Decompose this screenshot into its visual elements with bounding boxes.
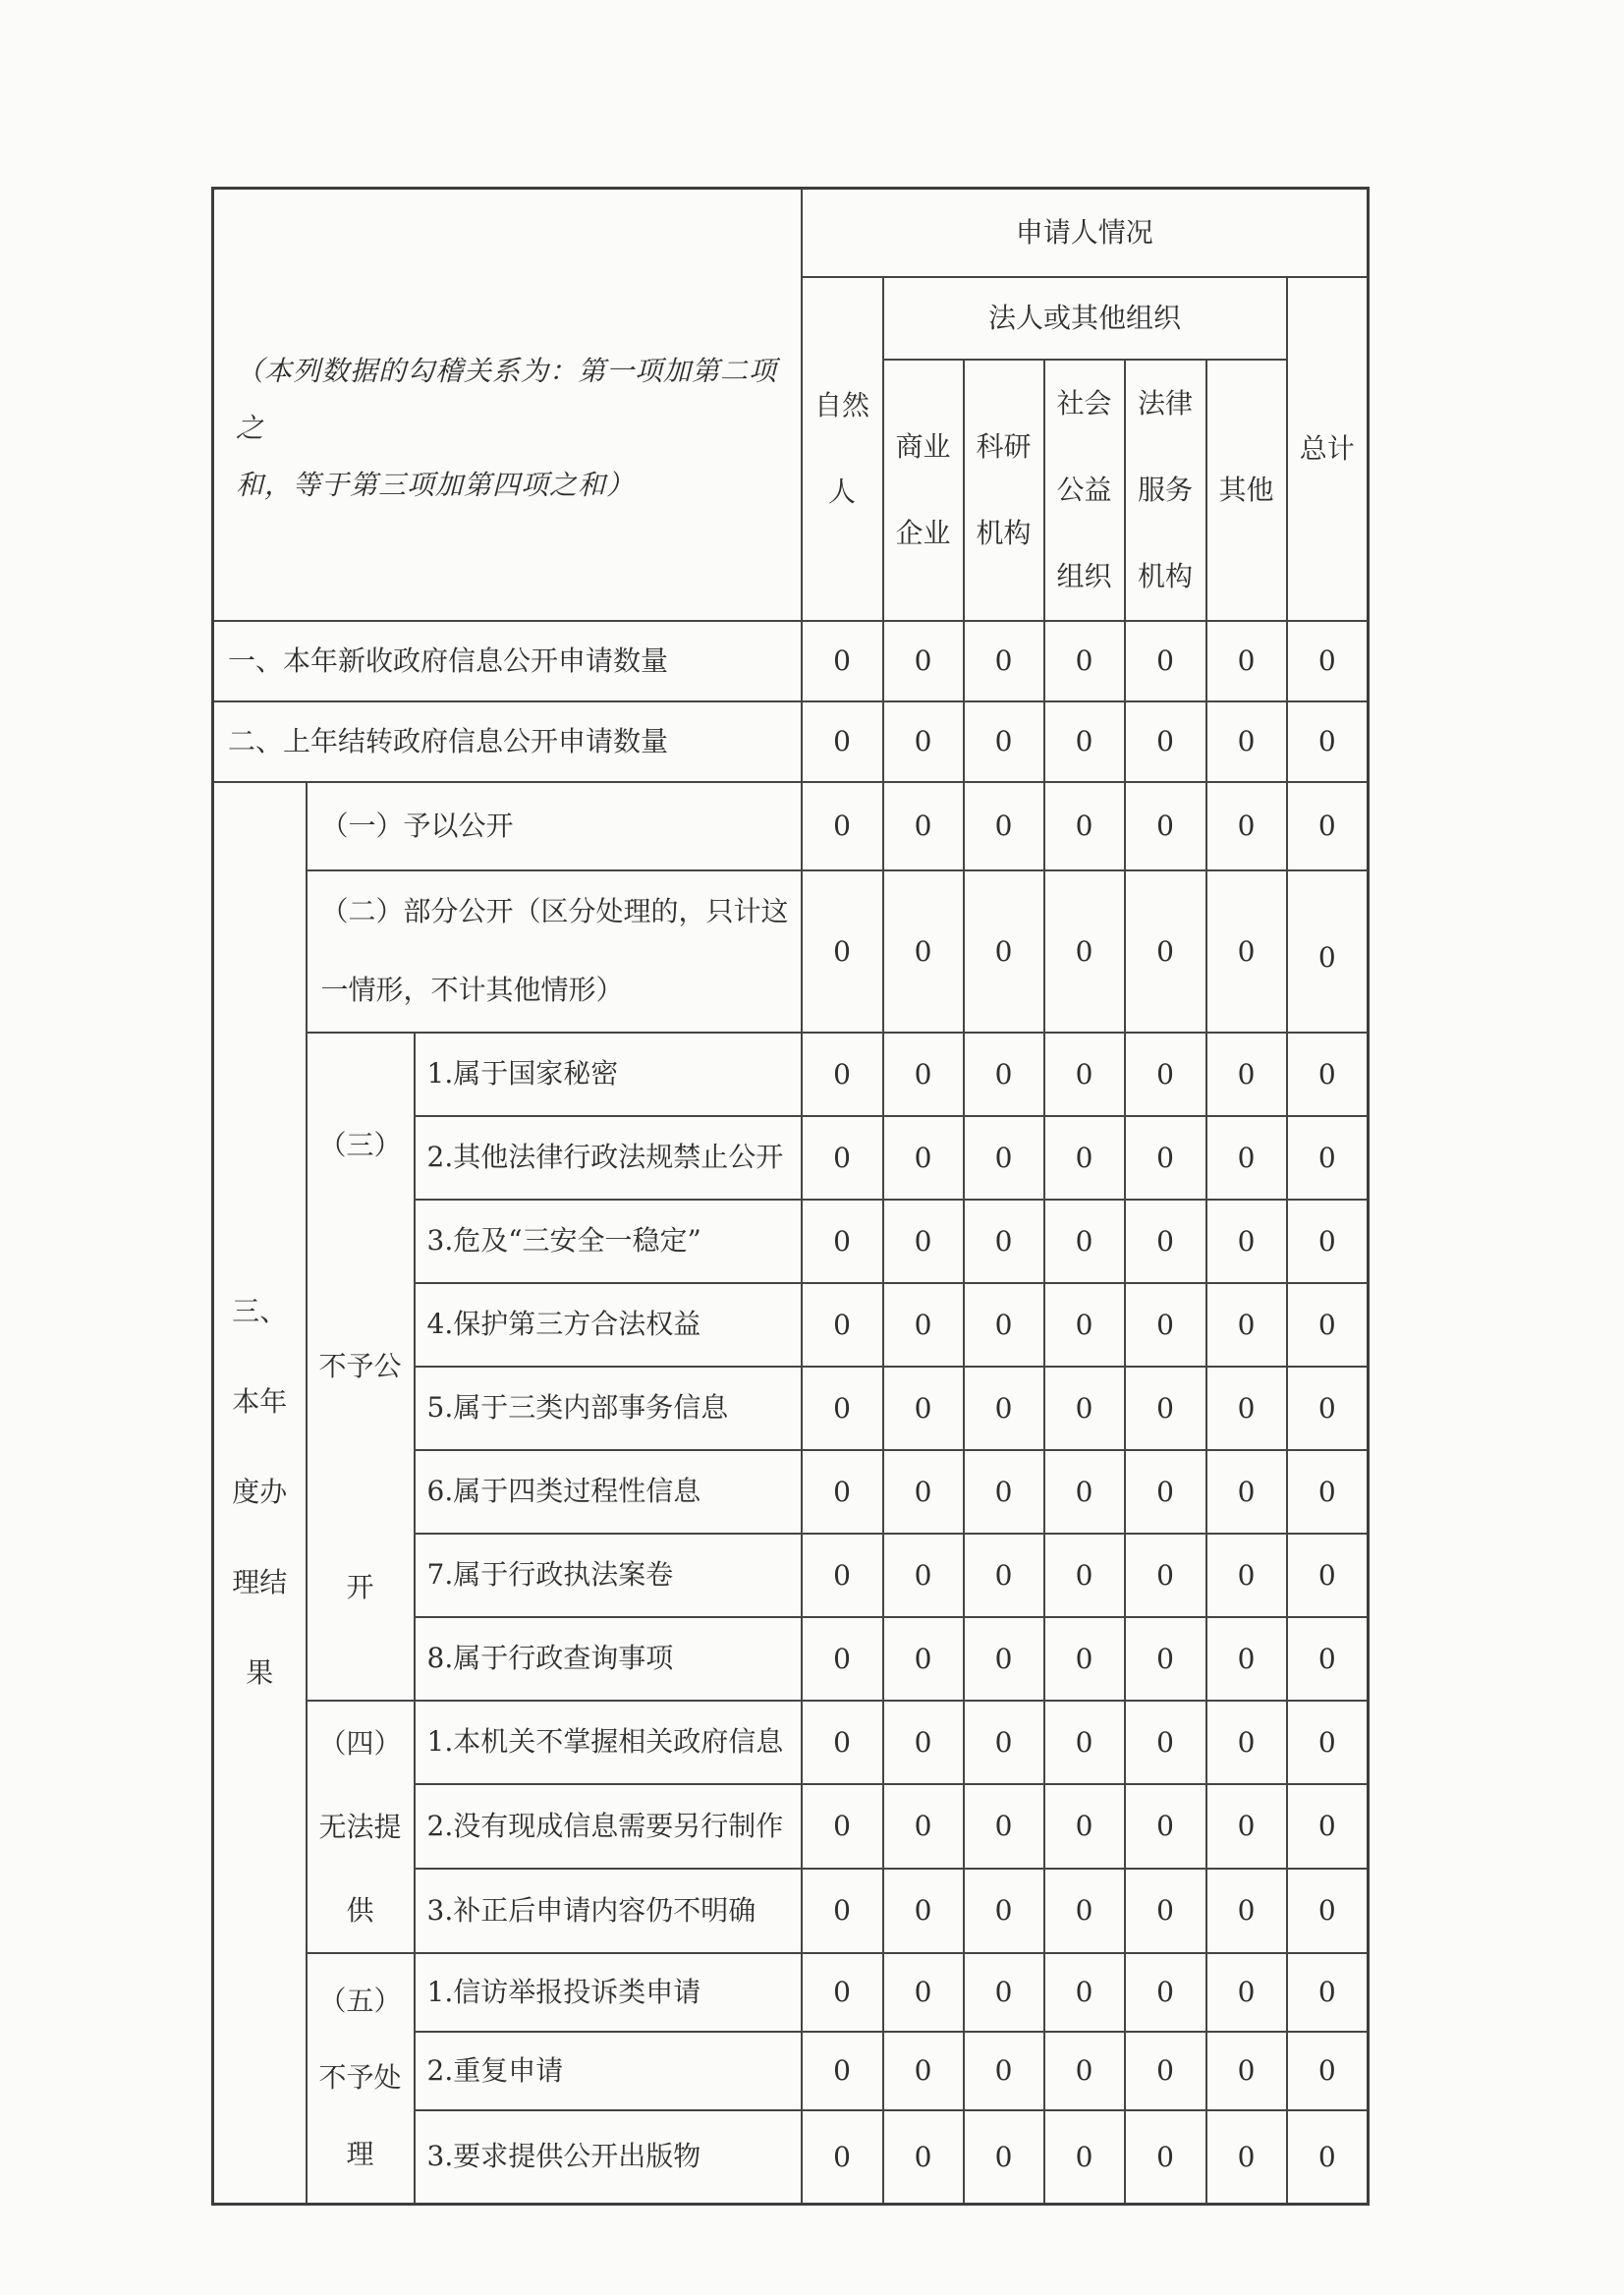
row-label: 二、上年结转政府信息公开申请数量 bbox=[213, 701, 802, 782]
header-legal-service: 法律服务机构 bbox=[1125, 360, 1206, 621]
value-cell: 0 bbox=[1044, 1617, 1125, 1701]
value-cell: 0 bbox=[802, 1450, 883, 1534]
note-line-2: 和，等于第三项加第四项之和） bbox=[236, 468, 636, 501]
value-cell: 0 bbox=[802, 1367, 883, 1450]
value-cell: 0 bbox=[964, 1283, 1044, 1367]
value-cell: 0 bbox=[802, 1869, 883, 1953]
value-cell: 0 bbox=[1044, 1200, 1125, 1283]
value-cell: 0 bbox=[802, 1200, 883, 1283]
value-cell: 0 bbox=[964, 1869, 1044, 1953]
value-cell: 0 bbox=[1044, 1450, 1125, 1534]
value-cell: 0 bbox=[802, 1701, 883, 1785]
value-cell: 0 bbox=[883, 870, 964, 1033]
value-cell: 0 bbox=[1206, 1116, 1287, 1200]
subsection-four-label: （四）无法提供 bbox=[307, 1701, 415, 1953]
value-cell: 0 bbox=[1044, 1953, 1125, 2032]
value-cell: 0 bbox=[1287, 2110, 1369, 2205]
value-cell: 0 bbox=[1044, 1869, 1125, 1953]
value-cell: 0 bbox=[1287, 1617, 1369, 1701]
value-cell: 0 bbox=[1287, 1033, 1369, 1116]
value-cell: 0 bbox=[1206, 1784, 1287, 1869]
report-table bbox=[211, 187, 1370, 2206]
row-label: 3.补正后申请内容仍不明确 bbox=[415, 1869, 802, 1953]
table-row bbox=[213, 1701, 1369, 1785]
value-cell: 0 bbox=[883, 1534, 964, 1617]
value-cell: 0 bbox=[1287, 701, 1369, 782]
value-cell: 0 bbox=[1287, 2032, 1369, 2110]
value-cell: 0 bbox=[1206, 2110, 1287, 2205]
header-social-welfare: 社会公益组织 bbox=[1044, 360, 1125, 621]
row-label: （一）予以公开 bbox=[307, 782, 802, 870]
value-cell: 0 bbox=[1287, 1450, 1369, 1534]
value-cell: 0 bbox=[1044, 2032, 1125, 2110]
value-cell: 0 bbox=[1125, 1367, 1206, 1450]
value-cell: 0 bbox=[1206, 701, 1287, 782]
value-cell: 0 bbox=[1287, 1784, 1369, 1869]
value-cell: 0 bbox=[964, 621, 1044, 701]
value-cell: 0 bbox=[883, 1283, 964, 1367]
value-cell: 0 bbox=[1206, 1033, 1287, 1116]
value-cell: 0 bbox=[964, 1534, 1044, 1617]
value-cell: 0 bbox=[802, 1784, 883, 1869]
value-cell: 0 bbox=[1206, 1450, 1287, 1534]
row-label: 5.属于三类内部事务信息 bbox=[415, 1367, 802, 1450]
value-cell: 0 bbox=[1044, 1534, 1125, 1617]
row-label: 2.没有现成信息需要另行制作 bbox=[415, 1784, 802, 1869]
row-label: 6.属于四类过程性信息 bbox=[415, 1450, 802, 1534]
row-label: 1.信访举报投诉类申请 bbox=[415, 1953, 802, 2032]
value-cell: 0 bbox=[1287, 1116, 1369, 1200]
value-cell: 0 bbox=[964, 870, 1044, 1033]
value-cell: 0 bbox=[964, 1784, 1044, 1869]
value-cell: 0 bbox=[964, 1450, 1044, 1534]
value-cell: 0 bbox=[964, 1200, 1044, 1283]
value-cell: 0 bbox=[1044, 701, 1125, 782]
value-cell: 0 bbox=[883, 1953, 964, 2032]
header-legal-group: 法人或其他组织 bbox=[883, 277, 1287, 360]
value-cell: 0 bbox=[1125, 2032, 1206, 2110]
value-cell: 0 bbox=[1044, 1116, 1125, 1200]
value-cell: 0 bbox=[1125, 701, 1206, 782]
value-cell: 0 bbox=[1287, 870, 1369, 1033]
value-cell: 0 bbox=[1125, 1784, 1206, 1869]
value-cell: 0 bbox=[1206, 1953, 1287, 2032]
value-cell: 0 bbox=[883, 782, 964, 870]
value-cell: 0 bbox=[1044, 1367, 1125, 1450]
value-cell: 0 bbox=[883, 2110, 964, 2205]
value-cell: 0 bbox=[883, 1701, 964, 1785]
value-cell: 0 bbox=[883, 2032, 964, 2110]
header-other: 其他 bbox=[1206, 360, 1287, 621]
value-cell: 0 bbox=[883, 1033, 964, 1116]
value-cell: 0 bbox=[1206, 1200, 1287, 1283]
value-cell: 0 bbox=[964, 2110, 1044, 2205]
value-cell: 0 bbox=[1044, 1701, 1125, 1785]
value-cell: 0 bbox=[883, 1367, 964, 1450]
value-cell: 0 bbox=[1206, 621, 1287, 701]
value-cell: 0 bbox=[1125, 1701, 1206, 1785]
table-row bbox=[213, 782, 1369, 870]
value-cell: 0 bbox=[1125, 1869, 1206, 1953]
row-label: 7.属于行政执法案卷 bbox=[415, 1534, 802, 1617]
row-label: 8.属于行政查询事项 bbox=[415, 1617, 802, 1701]
value-cell: 0 bbox=[802, 782, 883, 870]
table-row bbox=[213, 870, 1369, 1033]
value-cell: 0 bbox=[1206, 1534, 1287, 1617]
row-label: 一、本年新收政府信息公开申请数量 bbox=[213, 621, 802, 701]
value-cell: 0 bbox=[802, 2110, 883, 2205]
table-row bbox=[213, 1033, 1369, 1116]
value-cell: 0 bbox=[964, 701, 1044, 782]
subsection-five-label: （五）不予处理 bbox=[307, 1953, 415, 2205]
value-cell: 0 bbox=[1206, 1283, 1287, 1367]
row-label: （二）部分公开（区分处理的，只计这一情形，不计其他情形） bbox=[307, 870, 802, 1033]
value-cell: 0 bbox=[1125, 870, 1206, 1033]
header-research: 科研机构 bbox=[964, 360, 1044, 621]
value-cell: 0 bbox=[883, 1784, 964, 1869]
value-cell: 0 bbox=[1125, 1450, 1206, 1534]
value-cell: 0 bbox=[964, 1116, 1044, 1200]
note-line-1: （本列数据的勾稽关系为：第一项加第二项之 bbox=[236, 354, 778, 444]
value-cell: 0 bbox=[1287, 1200, 1369, 1283]
value-cell: 0 bbox=[883, 1116, 964, 1200]
value-cell: 0 bbox=[964, 782, 1044, 870]
value-cell: 0 bbox=[802, 870, 883, 1033]
header-commercial: 商业企业 bbox=[883, 360, 964, 621]
value-cell: 0 bbox=[1206, 2032, 1287, 2110]
value-cell: 0 bbox=[802, 1953, 883, 2032]
value-cell: 0 bbox=[1287, 1283, 1369, 1367]
table-row bbox=[213, 621, 1369, 701]
value-cell: 0 bbox=[1125, 1283, 1206, 1367]
value-cell: 0 bbox=[964, 2032, 1044, 2110]
value-cell: 0 bbox=[1287, 1869, 1369, 1953]
value-cell: 0 bbox=[1206, 782, 1287, 870]
value-cell: 0 bbox=[802, 1283, 883, 1367]
value-cell: 0 bbox=[1125, 1116, 1206, 1200]
value-cell: 0 bbox=[1287, 1701, 1369, 1785]
value-cell: 0 bbox=[802, 1116, 883, 1200]
value-cell: 0 bbox=[883, 1200, 964, 1283]
value-cell: 0 bbox=[1206, 1617, 1287, 1701]
value-cell: 0 bbox=[1287, 1953, 1369, 2032]
value-cell: 0 bbox=[883, 1869, 964, 1953]
value-cell: 0 bbox=[802, 2032, 883, 2110]
value-cell: 0 bbox=[1044, 1033, 1125, 1116]
value-cell: 0 bbox=[1287, 1367, 1369, 1450]
value-cell: 0 bbox=[1287, 1534, 1369, 1617]
value-cell: 0 bbox=[964, 1617, 1044, 1701]
value-cell: 0 bbox=[1206, 870, 1287, 1033]
value-cell: 0 bbox=[1044, 1784, 1125, 1869]
value-cell: 0 bbox=[883, 621, 964, 701]
value-cell: 0 bbox=[802, 621, 883, 701]
value-cell: 0 bbox=[964, 1367, 1044, 1450]
value-cell: 0 bbox=[1044, 621, 1125, 701]
header-total: 总计 bbox=[1287, 277, 1369, 621]
value-cell: 0 bbox=[1206, 1869, 1287, 1953]
value-cell: 0 bbox=[883, 1450, 964, 1534]
value-cell: 0 bbox=[1125, 782, 1206, 870]
value-cell: 0 bbox=[1125, 1534, 1206, 1617]
value-cell: 0 bbox=[964, 1953, 1044, 2032]
value-cell: 0 bbox=[1287, 782, 1369, 870]
value-cell: 0 bbox=[964, 1701, 1044, 1785]
value-cell: 0 bbox=[802, 1534, 883, 1617]
value-cell: 0 bbox=[1044, 2110, 1125, 2205]
value-cell: 0 bbox=[802, 1617, 883, 1701]
value-cell: 0 bbox=[1287, 621, 1369, 701]
table-row bbox=[213, 1953, 1369, 2032]
row-label: 3.要求提供公开出版物 bbox=[415, 2110, 802, 2205]
reconciliation-note bbox=[213, 189, 802, 621]
value-cell: 0 bbox=[1044, 782, 1125, 870]
table-row bbox=[213, 701, 1369, 782]
value-cell: 0 bbox=[1125, 1617, 1206, 1701]
row-label: 2.其他法律行政法规禁止公开 bbox=[415, 1116, 802, 1200]
value-cell: 0 bbox=[802, 1033, 883, 1116]
value-cell: 0 bbox=[1044, 870, 1125, 1033]
header-natural-person: 自然人 bbox=[802, 277, 883, 621]
row-label: 3.危及“三安全一稳定” bbox=[415, 1200, 802, 1283]
value-cell: 0 bbox=[1206, 1701, 1287, 1785]
value-cell: 0 bbox=[964, 1033, 1044, 1116]
header-applicant-group: 申请人情况 bbox=[802, 189, 1369, 277]
subsection-three-label: （三）不予公开 bbox=[307, 1033, 415, 1701]
value-cell: 0 bbox=[1044, 1283, 1125, 1367]
value-cell: 0 bbox=[1125, 621, 1206, 701]
section-three-label: 三、本年度办理结果 bbox=[213, 782, 307, 2205]
row-label: 1.属于国家秘密 bbox=[415, 1033, 802, 1116]
value-cell: 0 bbox=[1206, 1367, 1287, 1450]
value-cell: 0 bbox=[802, 701, 883, 782]
value-cell: 0 bbox=[1125, 1953, 1206, 2032]
row-label: 4.保护第三方合法权益 bbox=[415, 1283, 802, 1367]
value-cell: 0 bbox=[883, 1617, 964, 1701]
row-label: 1.本机关不掌握相关政府信息 bbox=[415, 1701, 802, 1785]
value-cell: 0 bbox=[1125, 2110, 1206, 2205]
row-label: 2.重复申请 bbox=[415, 2032, 802, 2110]
value-cell: 0 bbox=[1125, 1200, 1206, 1283]
value-cell: 0 bbox=[1125, 1033, 1206, 1116]
value-cell: 0 bbox=[883, 701, 964, 782]
